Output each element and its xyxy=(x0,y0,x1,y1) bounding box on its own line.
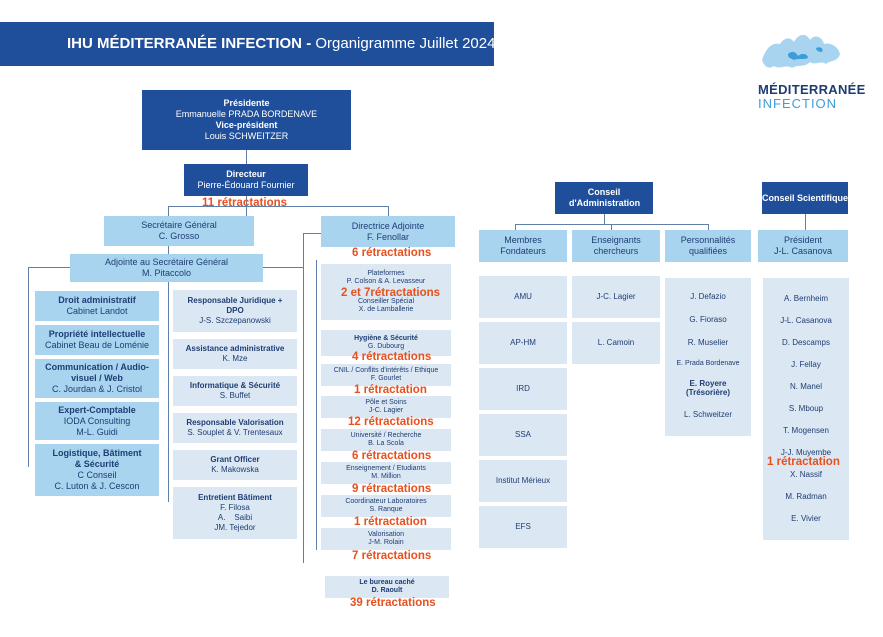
director-box xyxy=(184,164,308,196)
mid-box-title: Grant Officer xyxy=(210,455,260,464)
mid-box-valorisation xyxy=(173,413,297,443)
scientific-member-retraction: 1 rétractation xyxy=(767,456,840,468)
left-box-droit-administratif xyxy=(35,291,159,321)
right-box-name: B. La Scola xyxy=(368,440,404,447)
left-box-logistique xyxy=(35,444,159,496)
scientific-member: J-J. Muyembe xyxy=(780,448,832,457)
right-box-name: M. Million xyxy=(371,473,401,480)
right-box-name2: X. de Lamballerie xyxy=(358,306,414,313)
left-box-title: Logistique, Bâtiment & Sécurité xyxy=(52,448,142,469)
header-org: IHU MÉDITERRANÉE INFECTION xyxy=(67,35,303,52)
mid-box-name: J-S. Szczepanowski xyxy=(199,316,271,325)
researcher-name: J-C. Lagier xyxy=(596,292,636,301)
hidden-office-box xyxy=(325,576,449,598)
deputy-director-retractions: 6 rétractations xyxy=(352,247,432,259)
left-box-expert-comptable xyxy=(35,402,159,440)
founder-item xyxy=(479,460,567,502)
connector xyxy=(168,282,169,502)
left-box-name: Cabinet Landot xyxy=(66,306,128,316)
researcher-name: L. Camoin xyxy=(597,338,635,347)
left-box-name: Cabinet Beau de Loménie xyxy=(44,340,150,350)
researcher-item xyxy=(572,322,660,364)
mid-box-title: Assistance administrative xyxy=(185,344,285,353)
scientific-member: J. Fellay xyxy=(791,360,821,369)
mid-box-entretien xyxy=(173,487,297,539)
qualified-member-role: (Trésorière) xyxy=(685,388,731,397)
connector xyxy=(388,206,389,216)
presidency-box xyxy=(142,90,351,150)
founder-name: EFS xyxy=(515,522,531,531)
right-box-title: Valorisation xyxy=(367,531,405,538)
founder-item xyxy=(479,368,567,410)
left-box-title: Expert-Comptable xyxy=(58,404,136,415)
scientific-member: S. Mboup xyxy=(788,404,824,413)
mid-box-name: S. Souplet & V. Trentesaux xyxy=(187,428,283,437)
mid-box-name: K. Makowska xyxy=(211,465,259,474)
left-box-title: Propriété intellectuelle xyxy=(48,329,146,339)
right-box-pole-soins xyxy=(321,396,451,418)
right-box-retractions: 12 rétractations xyxy=(348,416,434,428)
deputy-director-name: F. Fenollar xyxy=(366,231,410,242)
qualified-title: Personnalités qualifiées xyxy=(680,235,736,256)
right-box-name: G. Dubourg xyxy=(367,343,405,350)
qualified-list xyxy=(665,278,751,436)
qualified-member: L. Schweitzer xyxy=(683,410,733,419)
left-box-propriete-intellectuelle xyxy=(35,325,159,355)
right-box-valorisation xyxy=(321,528,451,550)
hidden-office-name: D. Raoult xyxy=(371,587,403,594)
right-box-name: J-M. Rolain xyxy=(368,539,404,546)
right-box-retractions: 1 rétractation xyxy=(354,384,427,396)
deputy-director-box xyxy=(321,216,455,247)
right-box-title: Enseignement / Etudiants xyxy=(346,465,426,472)
right-box-title: Pôle et Soins xyxy=(365,399,407,406)
researcher-item xyxy=(572,276,660,318)
presidency-name1: Emmanuelle PRADA BORDENAVE xyxy=(175,109,318,119)
secretary-box xyxy=(104,216,254,246)
connector xyxy=(604,214,605,224)
scientific-member: D. Descamps xyxy=(781,338,830,347)
presidency-name2: Louis SCHWEITZER xyxy=(204,131,289,141)
right-box-universite xyxy=(321,429,451,451)
connector xyxy=(28,267,70,268)
qualified-box xyxy=(665,230,751,262)
deputy-secretary-role: Adjointe au Secrétaire Général xyxy=(104,257,229,267)
hidden-office-retractions: 39 rétractations xyxy=(350,597,436,609)
left-box-name: IODA Consulting xyxy=(63,415,131,426)
scientific-council-title: Conseil Scientifique xyxy=(762,192,849,203)
qualified-member: E. Prada Bordenave xyxy=(676,360,740,367)
connector xyxy=(303,233,304,563)
logo-line1: MÉDITERRANÉE xyxy=(758,82,866,97)
presidency-role1: Présidente xyxy=(223,98,270,108)
connector xyxy=(246,150,247,164)
scientific-member: J-L. Casanova xyxy=(780,316,832,325)
right-box-retractions: 2 et 7rétractations xyxy=(341,287,441,299)
connector xyxy=(168,206,169,216)
mid-box-grant-officer xyxy=(173,450,297,480)
connector xyxy=(805,214,806,230)
deputy-secretary-box xyxy=(70,254,263,282)
header-banner xyxy=(0,22,494,66)
connector xyxy=(168,246,169,254)
scientific-member: N. Manel xyxy=(789,382,822,391)
right-box-retractions: 6 rétractations xyxy=(352,450,432,462)
left-box-title: Communication / Audio-visuel / Web xyxy=(45,362,149,383)
mid-box-title: Responsable Juridique + DPO xyxy=(187,296,283,315)
right-box-coordinateur xyxy=(321,495,451,517)
director-retractions: 11 rétractations xyxy=(202,197,288,209)
right-box-title: Coordinateur Laboratoires xyxy=(345,498,427,505)
connector xyxy=(316,260,317,550)
deputy-secretary-name: M. Pitaccolo xyxy=(141,268,192,278)
president-sc-box xyxy=(758,230,848,262)
qualified-member: J. Defazio xyxy=(690,292,726,301)
right-box-retractions: 1 rétractation xyxy=(354,516,427,528)
founder-item xyxy=(479,322,567,364)
left-box-name: C Conseil xyxy=(77,470,117,480)
secretary-role: Secrétaire Général xyxy=(141,220,217,230)
presidency-role2: Vice-président xyxy=(215,120,278,130)
scientific-member: E. Vivier xyxy=(791,514,821,523)
mid-box-name2: A. Saibi xyxy=(217,513,253,522)
qualified-member: R. Muselier xyxy=(687,338,729,347)
founders-box xyxy=(479,230,567,262)
right-box-name: P. Colson & A. Levasseur xyxy=(346,278,426,285)
left-box-communication xyxy=(35,359,159,398)
founder-name: SSA xyxy=(514,430,531,439)
founder-name: IRD xyxy=(516,384,530,393)
right-box-name: J-C. Lagier xyxy=(368,407,404,414)
researchers-title: Enseignants chercheurs xyxy=(591,235,641,256)
scientific-member: T. Mogensen xyxy=(783,426,829,435)
mid-box-name: F. Filosa xyxy=(220,503,250,512)
secretary-name: C. Grosso xyxy=(158,231,200,241)
header-separator: - xyxy=(306,35,312,52)
left-box-name: C. Jourdan & J. Cristol xyxy=(51,384,143,394)
mid-box-name: S. Buffet xyxy=(219,391,251,400)
director-role: Directeur xyxy=(226,169,266,179)
admin-council-title: Conseil d'Administration xyxy=(569,187,641,208)
founder-name: AMU xyxy=(514,292,532,301)
right-box-enseignement xyxy=(321,462,451,484)
left-box-name2: C. Luton & J. Cescon xyxy=(54,481,140,491)
founder-item xyxy=(479,414,567,456)
left-box-title: Droit administratif xyxy=(58,295,136,305)
scientific-members-list xyxy=(763,278,849,540)
right-box-name: S. Ranque xyxy=(369,506,403,513)
right-box-cnil xyxy=(321,364,451,386)
founder-name: AP-HM xyxy=(510,338,536,347)
director-name: Pierre-Édouard Fournier xyxy=(197,180,295,190)
header-subtitle: Organigramme Juillet 2024 xyxy=(315,35,496,52)
right-box-name: F. Gourlet xyxy=(370,375,402,382)
mid-box-title: Informatique & Sécurité xyxy=(189,381,281,390)
qualified-member: G. Fioraso xyxy=(689,315,727,324)
scientific-council-box xyxy=(762,182,848,214)
right-box-title: CNIL / Conflits d'intérêts / Ethique xyxy=(333,367,439,374)
mid-box-assistance xyxy=(173,339,297,369)
left-box-name2: M-L. Guidi xyxy=(76,426,118,437)
right-box-title: Université / Recherche xyxy=(350,432,422,439)
right-box-retractions: 4 rétractations xyxy=(352,351,432,363)
founder-item xyxy=(479,506,567,548)
mid-box-title: Entretient Bâtiment xyxy=(198,493,272,502)
connector xyxy=(263,267,303,268)
logo xyxy=(758,30,866,111)
qualified-member: E. Royere xyxy=(689,379,727,388)
founder-name: Institut Mérieux xyxy=(495,476,551,485)
scientific-member: M. Radman xyxy=(785,492,827,501)
right-box-title: Hygiène & Sécurité xyxy=(354,335,418,342)
right-box-retractions: 7 rétractations xyxy=(352,550,432,562)
scientific-member: A. Bernheim xyxy=(783,294,829,303)
connector xyxy=(28,267,29,467)
mid-box-informatique xyxy=(173,376,297,406)
mid-box-title: Responsable Valorisation xyxy=(186,418,284,427)
president-sc-name: J-L. Casanova xyxy=(773,246,833,256)
admin-council-box xyxy=(555,182,653,214)
logo-line2 xyxy=(758,97,848,111)
right-box-title: Plateformes xyxy=(367,270,405,277)
mid-box-name: K. Mze xyxy=(222,354,248,363)
right-box-retractions: 9 rétractations xyxy=(352,483,432,495)
connector xyxy=(303,233,321,234)
mid-box-juridique xyxy=(173,290,297,332)
deputy-director-role: Directrice Adjointe xyxy=(351,220,425,231)
hidden-office-title: Le bureau caché xyxy=(359,579,415,586)
logo-line2-text: INFECTION xyxy=(758,96,838,111)
founder-item xyxy=(479,276,567,318)
mediterranean-map-icon xyxy=(758,30,842,78)
scientific-member: X. Nassif xyxy=(789,470,822,479)
mid-box-name3: JM. Tejedor xyxy=(214,523,256,532)
researchers-box xyxy=(572,230,660,262)
president-sc-role: Président xyxy=(783,235,823,245)
founders-title: Membres Fondateurs xyxy=(500,235,546,256)
right-box-title2: Conseiller Spécial xyxy=(357,298,415,305)
